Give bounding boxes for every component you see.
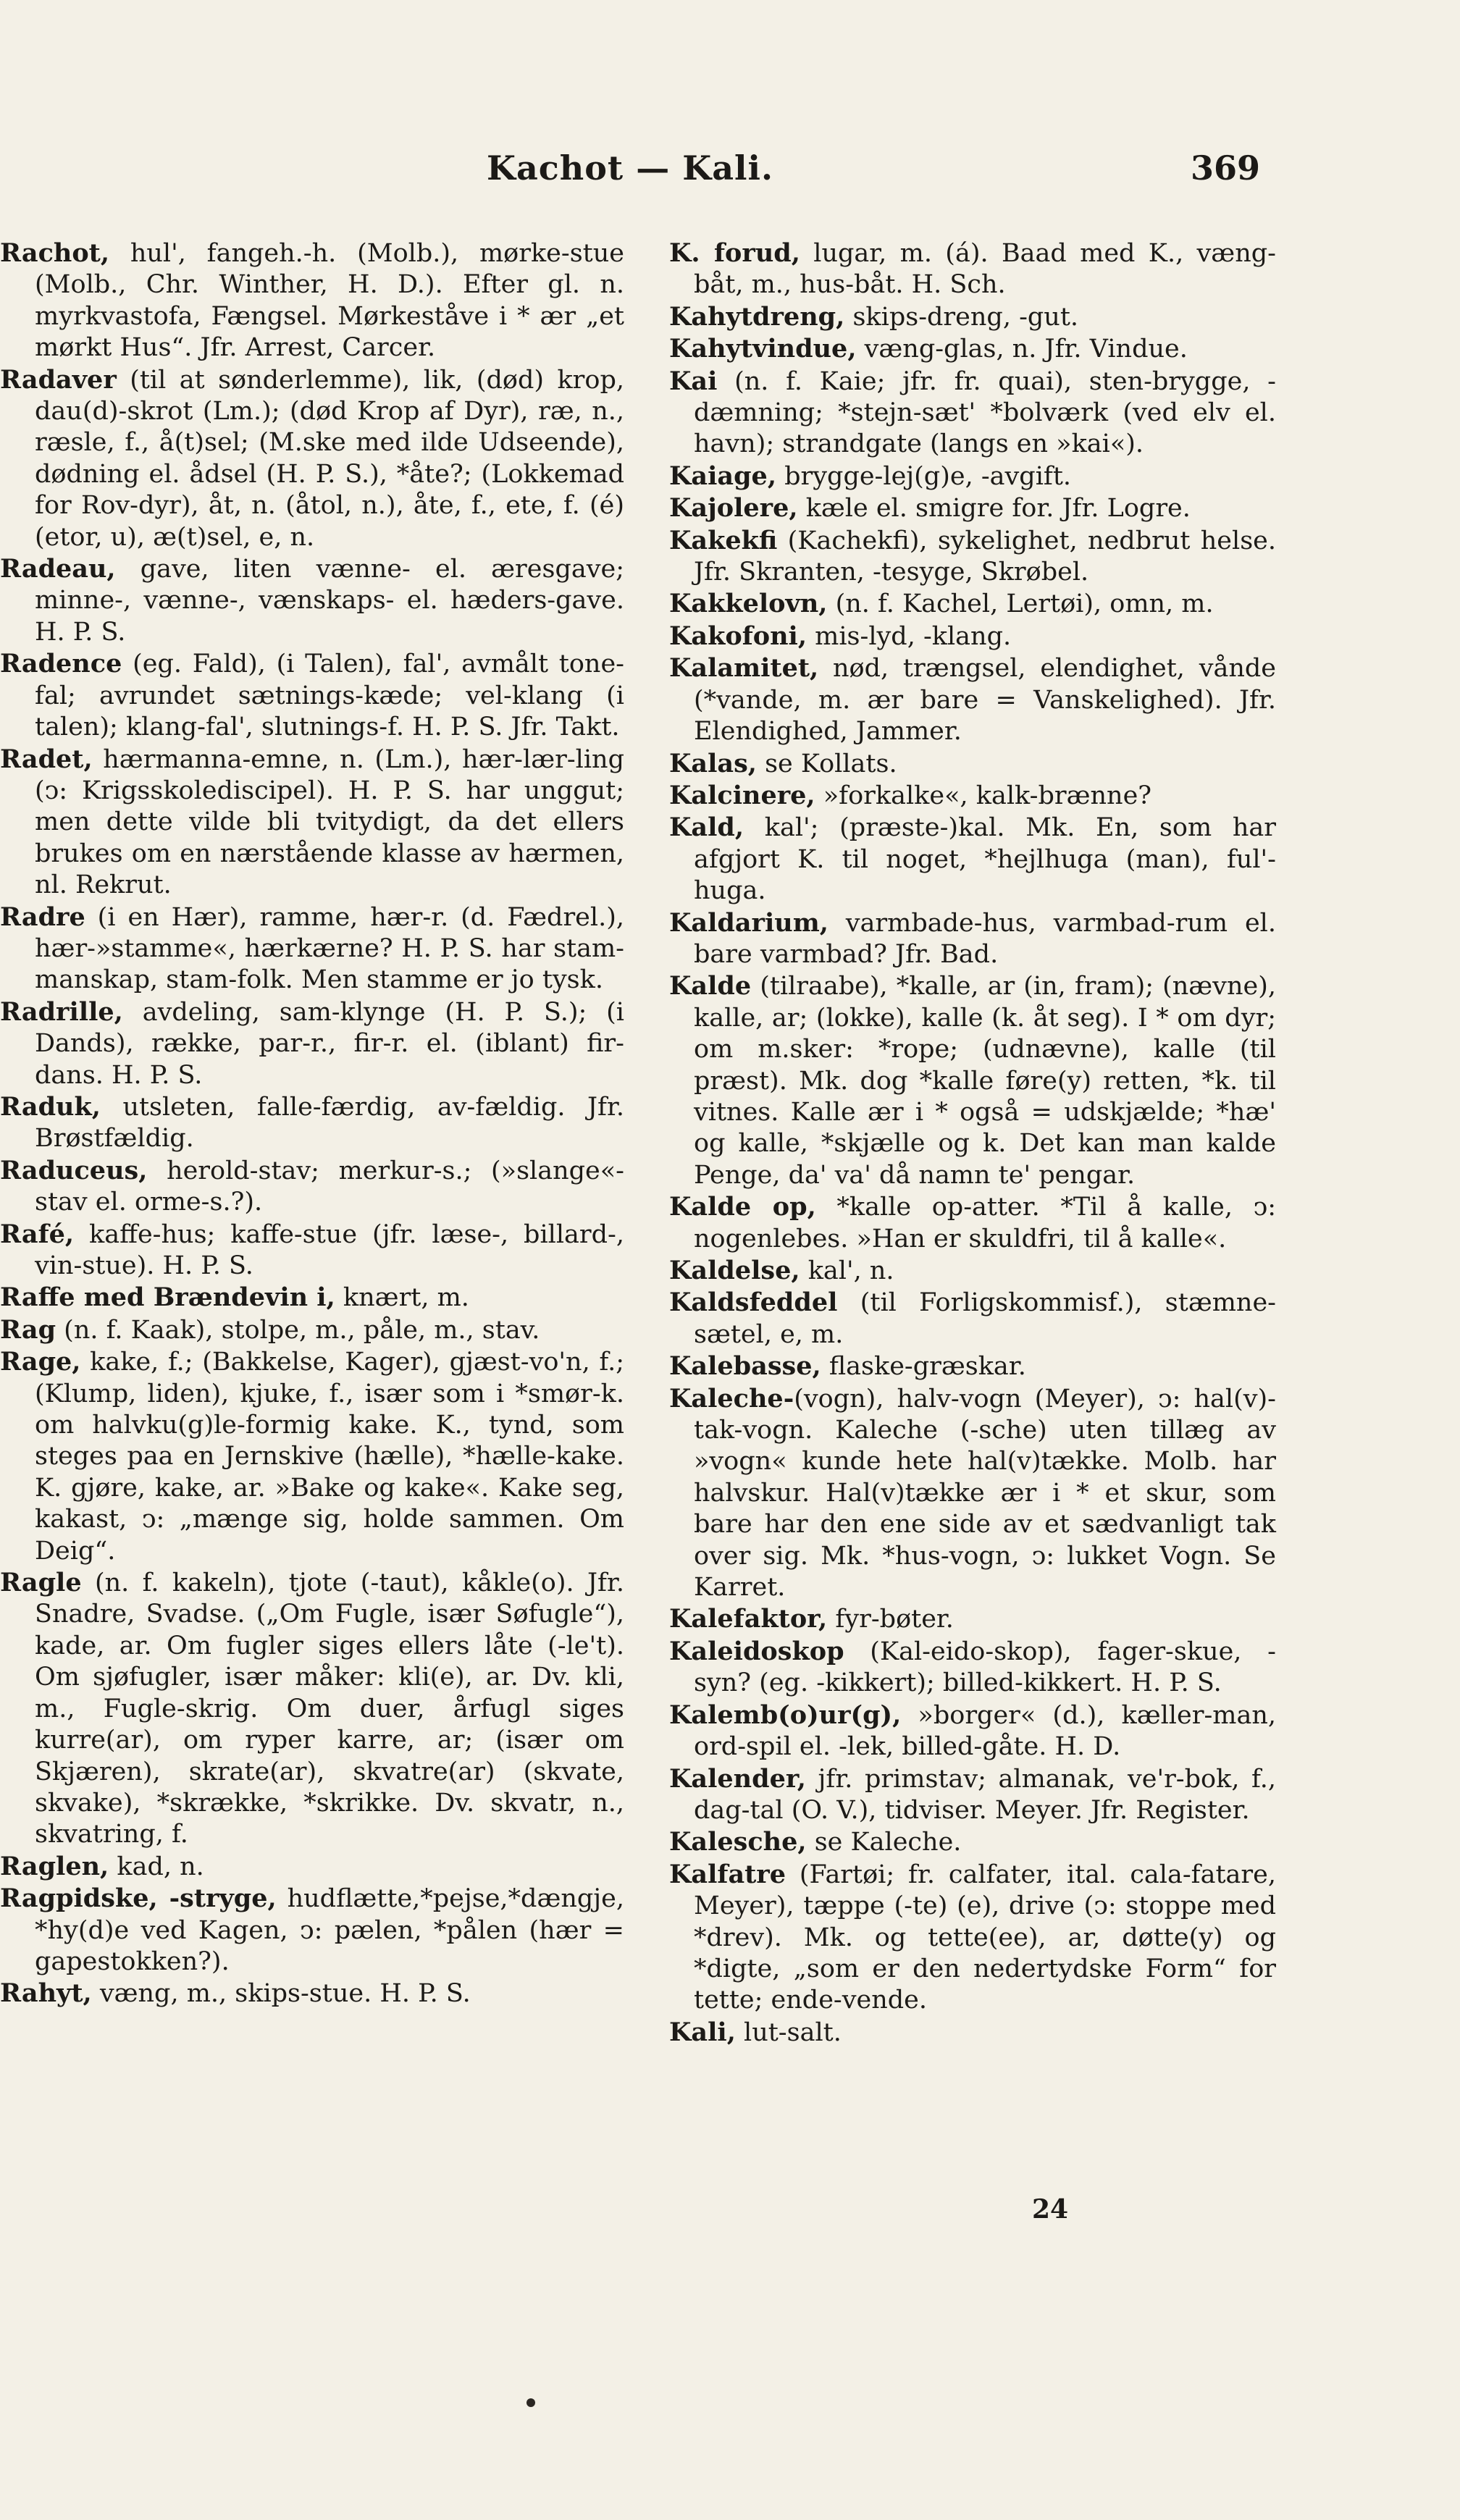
entry-definition: (i en Hær), ramme, hær-r. (d. Fædrel.), hær-»stamme«, hærkærne? H. P. S. har stam-manskap, stam-folk. Men stamme er jo tysk. xyxy=(35,902,624,995)
entry-definition: kake, f.; (Bakkelse, Kager), gjæst-vo'n, f.; (Klump, liden), kjuke, f., især som i *smør-k. om halvku(g)le-formig kake. K., tynd, som steges paa en Jernskive (hælle), *hælle-kake. K. gjøre, kake, ar. »Bake og kake«. Kake seg, kakast, ↄ: „mænge sig, holde sammen. Om Deig“. xyxy=(35,1348,624,1566)
entry-headword: Kali, xyxy=(669,2017,736,2047)
entry-definition: (n. f. Kaie; jfr. fr. quai), sten-brygge, -dæmning; *stejn-sæt' *bolværk (ved elv el. havn); strandgate (langs en »kai«). xyxy=(694,366,1276,459)
entry-definition: hudflætte,*pejse,*dængje, *hy(d)e ved Kagen, ↄ: pælen, *pålen (hær = gapestokken?). xyxy=(35,1884,624,1976)
entry-headword: Rafé, xyxy=(0,1219,75,1249)
entry-definition: (n. f. kakeln), tjote (-taut), kåkle(o). Jfr. Snadre, Svadse. („Om Fugle, især Søfugle“), kade, ar. Om fugler siges ellers låte (-le't). Om sjøfugler, især måker: kli(e), ar. Dv. kli, m., Fugle-skrig. Om duer, årfugl siges kurre(ar), om ryper karre, ar; (især om Skjæren), skrate(ar), skvatre(ar) (skvate, skvake), *skrække, *skrikke. Dv. skvatr, n., skvatring, f. xyxy=(35,1568,624,1849)
dictionary-entry xyxy=(0,1346,624,1567)
entry-headword: Rachot, xyxy=(0,238,110,268)
entry-definition: flaske-græskar. xyxy=(821,1352,1026,1382)
entry-headword: Kalesche, xyxy=(669,1827,807,1857)
dictionary-entry xyxy=(0,1851,624,1883)
page-header xyxy=(0,148,1460,206)
dictionary-entry xyxy=(669,652,1276,747)
entry-definition: gave, liten vænne- el. æresgave; minne-, vænne-, vænskaps- el. hæders-gave. H. P. S. xyxy=(35,555,624,647)
dictionary-entry xyxy=(669,366,1276,461)
dictionary-entry xyxy=(669,907,1276,971)
entry-definition: væng-glas, n. Jfr. Vindue. xyxy=(856,335,1188,364)
entry-headword: Kaleche- xyxy=(669,1383,794,1414)
dictionary-entry xyxy=(669,812,1276,907)
entry-definition: jfr. primstav; almanak, ve'r-bok, f., dag-tal (O. V.), tidviser. Meyer. Jfr. Register. xyxy=(694,1764,1276,1825)
dictionary-entry xyxy=(669,333,1276,365)
dictionary-entry xyxy=(0,902,624,996)
entry-definition: skips-dreng, -gut. xyxy=(844,302,1079,332)
entry-definition: kal', n. xyxy=(800,1256,894,1285)
entry-definition: hul', fangeh.-h. (Molb.), mørke-stue (Molb., Chr. Winther, H. D.). Efter gl. n. myrkvastofa, Fængsel. Mørkeståve i * ær „et mørkt Hus“. Jfr. Arrest, Carcer. xyxy=(35,239,624,363)
entry-headword: Kaleidoskop xyxy=(669,1636,844,1666)
dictionary-entry xyxy=(669,588,1276,620)
dictionary-entry xyxy=(0,238,624,364)
dictionary-entry xyxy=(0,1314,624,1346)
dictionary-entry xyxy=(669,2017,1276,2049)
entry-headword: Raduk, xyxy=(0,1091,101,1122)
entry-definition: nød, trængsel, elendighet, vånde (*vande, m. ær bare = Vanskelighed). Jfr. Elendighed, Jammer. xyxy=(694,654,1276,747)
entry-definition: (Kachekfi), sykelighet, nedbrut helse. Jfr. Skranten, -tesyge, Skrøbel. xyxy=(694,526,1276,587)
right-column xyxy=(669,238,1276,2049)
entry-headword: Ragle xyxy=(0,1568,82,1598)
entry-definition: knært, m. xyxy=(335,1283,469,1313)
entry-definition: kaffe-hus; kaffe-stue (jfr. læse-, billard-, vin-stue). H. P. S. xyxy=(35,1219,624,1280)
entry-headword: Kalemb(o)ur(g), xyxy=(669,1700,902,1730)
entry-definition: (til Forligskommisf.), stæmne-sætel, e, m. xyxy=(694,1288,1276,1349)
entry-headword: Radaver xyxy=(0,364,117,395)
entry-headword: Raduceus, xyxy=(0,1155,148,1185)
entry-definition: væng, m., skips-stue. H. P. S. xyxy=(91,1979,471,2009)
entry-definition: kad, n. xyxy=(109,1852,204,1881)
dictionary-entry xyxy=(0,1282,624,1314)
dictionary-entry xyxy=(669,1700,1276,1763)
dictionary-entry xyxy=(669,238,1276,301)
dictionary-entry xyxy=(669,1636,1276,1700)
entry-definition: (n. f. Kachel, Lertøi), omn, m. xyxy=(827,589,1214,619)
entry-headword: Kalamitet, xyxy=(669,653,819,684)
dictionary-entry xyxy=(669,1255,1276,1287)
entry-definition: se Kaleche. xyxy=(806,1828,962,1857)
dictionary-entry xyxy=(0,1155,624,1219)
entry-headword: Radre xyxy=(0,902,85,932)
entry-headword: Kalebasse, xyxy=(669,1351,821,1382)
dictionary-entry xyxy=(0,553,624,648)
entry-definition: (til at sønderlemme), lik, (død) krop, dau(d)-skrot (Lm.); (død Krop af Dyr), ræ, n., ræsle, f., å(t)sel; (M.ske med ilde Udseende), dødning el. ådsel (H. P. S.), *åte?; (Lokkemad for Rov-dyr), åt, n. (åtol, n.), åte, f., ete, f. (é) (etor, u), æ(t)sel, e, n. xyxy=(35,365,624,552)
entry-headword: Kalender, xyxy=(669,1763,806,1794)
entry-headword: Rahyt, xyxy=(0,1978,92,2009)
entry-headword: Kakekfi xyxy=(669,525,778,555)
dictionary-entry xyxy=(0,1883,624,1978)
entry-headword: K. forud, xyxy=(669,238,800,268)
entry-headword: Kalde op, xyxy=(669,1192,816,1222)
running-head: Kachot — Kali. xyxy=(487,148,773,188)
dictionary-entry xyxy=(669,1351,1276,1382)
entry-definition: (Kal-eido-skop), fager-skue, -syn? (eg. -kikkert); billed-kikkert. H. P. S. xyxy=(694,1637,1276,1698)
dictionary-entry xyxy=(669,1191,1276,1255)
entry-definition: (eg. Fald), (i Talen), fal', avmålt tone-fal; avrundet sætnings-kæde; vel-klang (i talen); klang-fal', slutnings-f. H. P. S. Jfr. Takt. xyxy=(35,650,624,742)
entry-headword: Kaldelse, xyxy=(669,1256,800,1285)
entry-headword: Kakkelovn, xyxy=(669,589,828,619)
entry-definition: kal'; (præste-)kal. Mk. En, som har afgjort K. til noget, *hejlhuga (man), ful'-huga. xyxy=(694,813,1276,906)
entry-definition: (tilraabe), *kalle, ar (in, fram); (nævne), kalle, ar; (lokke), kalle (k. åt seg). I * om dyr; om m.sker: *rope; (udnævne), kalle (til præst). Mk. dog *kalle føre(y) retten, *k. til vitnes. Kalle ær i * også = udskjælde; *hæ' og kalle, *skjælle og k. Det kan man kalde Penge, da' va' då namn te' pengar. xyxy=(694,972,1276,1190)
entry-headword: Rage, xyxy=(0,1347,81,1377)
entry-headword: Kalas, xyxy=(669,748,757,778)
entry-definition: mis-lyd, -klang. xyxy=(807,621,1012,651)
entry-headword: Rag xyxy=(0,1314,56,1345)
page-number: 369 xyxy=(1190,148,1260,188)
dictionary-entry xyxy=(0,1567,624,1851)
entry-headword: Radrille, xyxy=(0,996,123,1027)
entry-definition: »borger« (d.), kæller-man, ord-spil el. -lek, billed-gåte. H. D. xyxy=(694,1700,1276,1762)
dictionary-entry xyxy=(669,1763,1276,1827)
dictionary-entry xyxy=(669,780,1276,812)
entry-headword: Kalefaktor, xyxy=(669,1604,828,1634)
entry-headword: Kahytdreng, xyxy=(669,301,845,332)
dictionary-entry xyxy=(0,648,624,743)
dictionary-entry xyxy=(669,970,1276,1191)
dictionary-entry xyxy=(669,748,1276,780)
entry-headword: Kalcinere, xyxy=(669,780,815,810)
dictionary-entry xyxy=(669,1826,1276,1858)
dictionary-entry xyxy=(669,1383,1276,1604)
dictionary-entry xyxy=(669,1603,1276,1635)
entry-headword: Kalde xyxy=(669,971,752,1001)
entry-definition: lugar, m. (á). Baad med K., væng-båt, m., hus-båt. H. Sch. xyxy=(694,239,1276,300)
entry-definition: brygge-lej(g)e, -avgift. xyxy=(776,461,1072,491)
dictionary-entry xyxy=(669,621,1276,652)
entry-headword: Kalfatre xyxy=(669,1859,786,1889)
dictionary-entry xyxy=(0,1219,624,1282)
dictionary-entry xyxy=(669,492,1276,524)
left-column xyxy=(0,238,624,2010)
dictionary-entry xyxy=(669,525,1276,589)
entry-headword: Kakofoni, xyxy=(669,621,807,651)
entry-definition: *kalle op-atter. *Til å kalle, ↄ: nogenlebes. »Han er skuldfri, til å kalle«. xyxy=(694,1193,1276,1253)
entry-definition: lut-salt. xyxy=(735,2017,842,2047)
entry-headword: Kahytvindue, xyxy=(669,334,857,364)
dictionary-entry xyxy=(669,301,1276,333)
dictionary-entry xyxy=(0,1978,624,2009)
dictionary-entry xyxy=(669,1859,1276,2017)
entry-definition: se Kollats. xyxy=(756,749,897,778)
entry-definition: (Fartøi; fr. calfater, ital. cala-fatare, Meyer), tæppe (-te) (e), drive (ↄ: stoppe med *drev). Mk. og tette(ee), ar, døtte(y) og *digte, „som er den nedertydske Form“ for tette; ende-vende. xyxy=(694,1860,1276,2015)
entry-definition: avdeling, sam-klynge (H. P. S.); (i Dands), række, par-r., fir-r. el. (iblant) fir-dans. H. P. S. xyxy=(35,997,624,1090)
entry-headword: Ragpidske, -stryge, xyxy=(0,1883,277,1914)
dictionary-entry xyxy=(0,744,624,902)
entry-definition: (vogn), halv-vogn (Meyer), ↄ: hal(v)-tak-vogn. Kaleche (-sche) uten tillæg av »vogn« kunde hete hal(v)tække. Molb. har halvskur. Hal(v)tække ær i * et skur, som bare har den ene side av et sædvanligt tak over sig. Mk. *hus-vogn, ↄ: lukket Vogn. Se Karret. xyxy=(694,1384,1276,1603)
entry-headword: Radet, xyxy=(0,744,93,774)
entry-headword: Kai xyxy=(669,366,718,396)
entry-definition: fyr-bøter. xyxy=(827,1605,954,1634)
entry-definition: utsleten, falle-færdig, av-fældig. Jfr. Brøstfældig. xyxy=(35,1092,624,1154)
entry-headword: Radeau, xyxy=(0,554,116,584)
entry-definition: herold-stav; merkur-s.; (»slange«-stav el. orme-s.?). xyxy=(35,1156,624,1217)
entry-headword: Kaldsfeddel xyxy=(669,1288,838,1318)
dictionary-entry xyxy=(669,461,1276,492)
entry-definition: kæle el. smigre for. Jfr. Logre. xyxy=(797,494,1191,524)
dictionary-entry xyxy=(0,996,624,1091)
dictionary-entry xyxy=(669,1287,1276,1351)
entry-headword: Raffe med Brændevin i, xyxy=(0,1282,335,1313)
entry-definition: varmbade-hus, varmbad-rum el. bare varmbad? Jfr. Bad. xyxy=(694,908,1276,969)
entry-definition: (n. f. Kaak), stolpe, m., påle, m., stav. xyxy=(56,1315,540,1345)
entry-definition: hærmanna-emne, n. (Lm.), hær-lær-ling (ↄ: Krigsskolediscipel). H. P. S. har unggut; men dette vilde bli tvitydigt, da det ellers brukes om en nærstående klasse av hærmen, nl. Rekrut. xyxy=(35,744,624,900)
ink-dot xyxy=(526,2398,535,2407)
dictionary-entry xyxy=(0,1091,624,1155)
entry-headword: Kaiage, xyxy=(669,461,776,491)
dictionary-entry xyxy=(0,364,624,553)
entry-headword: Kaldarium, xyxy=(669,907,828,938)
entry-definition: »forkalke«, kalk-brænne? xyxy=(815,781,1152,810)
entry-headword: Radence xyxy=(0,649,122,679)
entry-headword: Kald, xyxy=(669,812,744,843)
signature-mark: 24 xyxy=(1031,2194,1069,2225)
entry-headword: Raglen, xyxy=(0,1851,109,1881)
entry-headword: Kajolere, xyxy=(669,493,798,524)
